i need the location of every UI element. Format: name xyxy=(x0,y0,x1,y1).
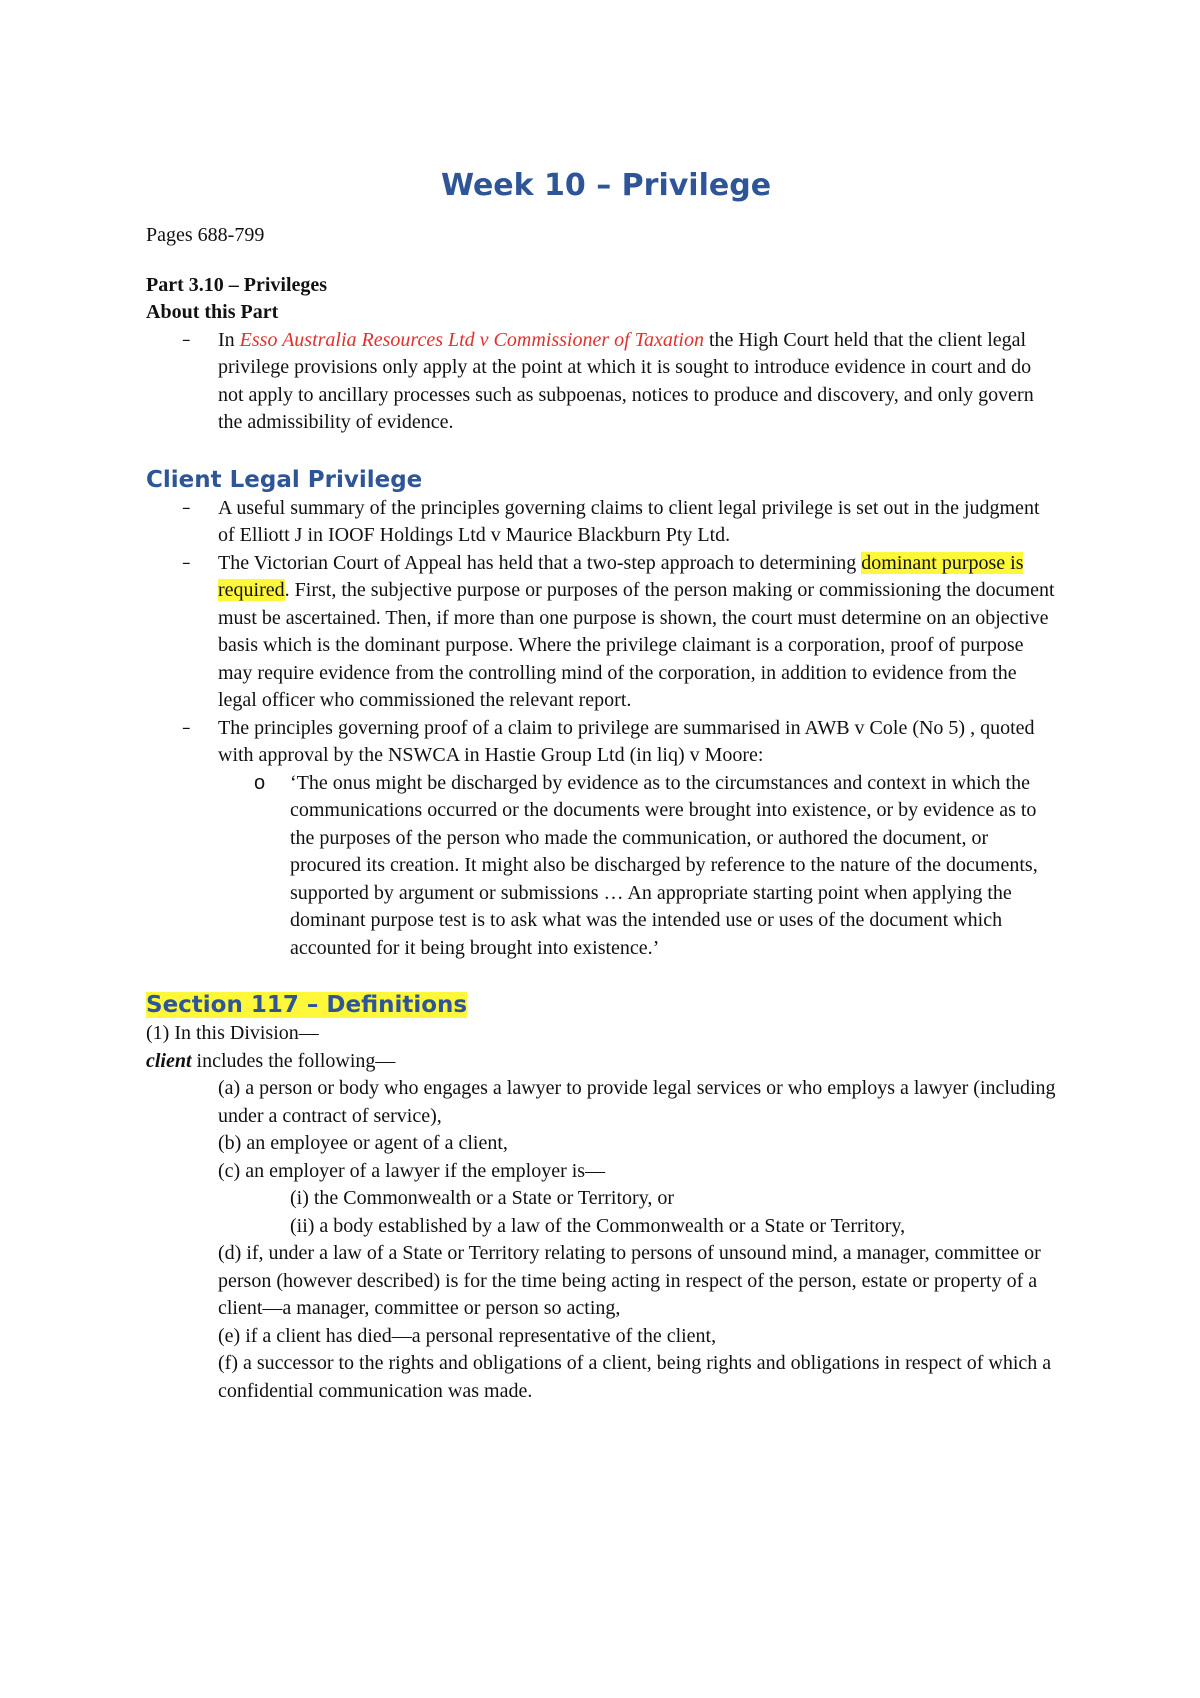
document-title: Week 10 – Privilege xyxy=(440,168,772,203)
list-item: – The principles governing proof of a claim to privilege are summarised in AWB v Cole (No 5) , quoted with approval by the NSWCA in Hastie Group Ltd (in liq) v Moore: o ‘The onus might be discharged by evidence as to the circumstances and context in which the communications occurred or the documents were brought into existence, or by evidence as to the purposes of the person who made the communication, or authored the document, or procured its creation. It might also be discharged by reference to the nature of the documents, supported by argument or submissions … An appropriate starting point when applying the dominant purpose test is to ask what was the intended use or uses of the document which accounted for it being brought into existence.’ xyxy=(146,715,1060,963)
highlighted-text: dominant purpose is required xyxy=(218,551,1024,601)
about-list xyxy=(146,327,1060,437)
s117-intro: (1) In this Division— xyxy=(146,1022,319,1044)
circle-bullet: o xyxy=(254,771,266,794)
definition-item-c-i: (i) the Commonwealth or a State or Territory, or xyxy=(290,1187,675,1209)
definition-item-e: (e) if a client has died—a personal representative of the client, xyxy=(218,1324,717,1347)
section-117-heading: Section 117 – Definitions xyxy=(146,992,468,1018)
defined-term: client xyxy=(146,1049,192,1072)
client-definition: client includes the following— xyxy=(146,1049,396,1072)
list-item: – In Esso Australia Resources Ltd v Commissioner of Taxation the High Court held that the client legal privilege provisions only apply at the point at which it is sought to introduce evidence in court and do not apply to ancillary processes such as subpoenas, notices to produce and discovery, and only govern the admissibility of evidence. xyxy=(182,328,1034,433)
dash-bullet: – xyxy=(182,552,191,573)
list-item: – The Victorian Court of Appeal has held that a two-step approach to determining dominant purpose is required. First, the subjective purpose or purposes of the person making or commissioning the document must be ascertained. Then, if more than one purpose is shown, the court must determine on an objective basis which is the dominant purpose. Where the privilege claimant is a corporation, proof of purpose may require evidence from the controlling mind of the corporation, in addition to evidence from the legal officer who commissioned the relevant report. xyxy=(182,551,1055,711)
definition-item-a: (a) a person or body who engages a lawyer to provide legal services or who employs a lawyer (including under a contract of service), xyxy=(218,1077,1056,1127)
case-citation: Esso Australia Resources Ltd v Commissioner of Taxation xyxy=(239,328,704,351)
dash-bullet: – xyxy=(182,497,191,518)
list-item: – A useful summary of the principles governing claims to client legal privilege is set out in the judgment of Elliott J in IOOF Holdings Ltd v Maurice Blackburn Pty Ltd. xyxy=(182,496,1040,546)
definition-item-d: (d) if, under a law of a State or Territory relating to persons of unsound mind, a manager, committee or person (however described) is for the time being acting in respect of the person, estate or property of a client—a manager, committee or person so acting, xyxy=(218,1242,1041,1319)
dash-bullet: – xyxy=(182,717,191,738)
part-heading: Part 3.10 – Privileges xyxy=(146,273,328,296)
about-heading: About this Part xyxy=(146,301,279,323)
quote-list xyxy=(218,770,1060,963)
definition-item-c-ii: (ii) a body established by a law of the Commonwealth or a State or Territory, xyxy=(290,1214,906,1237)
pages-range: Pages 688-799 xyxy=(146,224,265,246)
quote-item: o ‘The onus might be discharged by evidence as to the circumstances and context in which the communications occurred or the documents were brought into existence, or by evidence as to the purposes of the person who made the communication, or authored the document, or procured its creation. It might also be discharged by reference to the nature of the documents, supported by argument or submissions … An appropriate starting point when applying the dominant purpose test is to ask what was the intended use or uses of the document which accounted for it being brought into existence.’ xyxy=(254,771,1038,959)
dash-bullet: – xyxy=(182,329,191,350)
definition-item-c: (c) an employer of a lawyer if the employer is— xyxy=(218,1159,606,1182)
definition-item-f: (f) a successor to the rights and obligations of a client, being rights and obligations in respect of which a confidential communication was made. xyxy=(218,1352,1052,1402)
clp-list xyxy=(146,495,1060,963)
definition-item-b: (b) an employee or agent of a client, xyxy=(218,1132,508,1154)
client-legal-privilege-heading: Client Legal Privilege xyxy=(146,466,423,493)
